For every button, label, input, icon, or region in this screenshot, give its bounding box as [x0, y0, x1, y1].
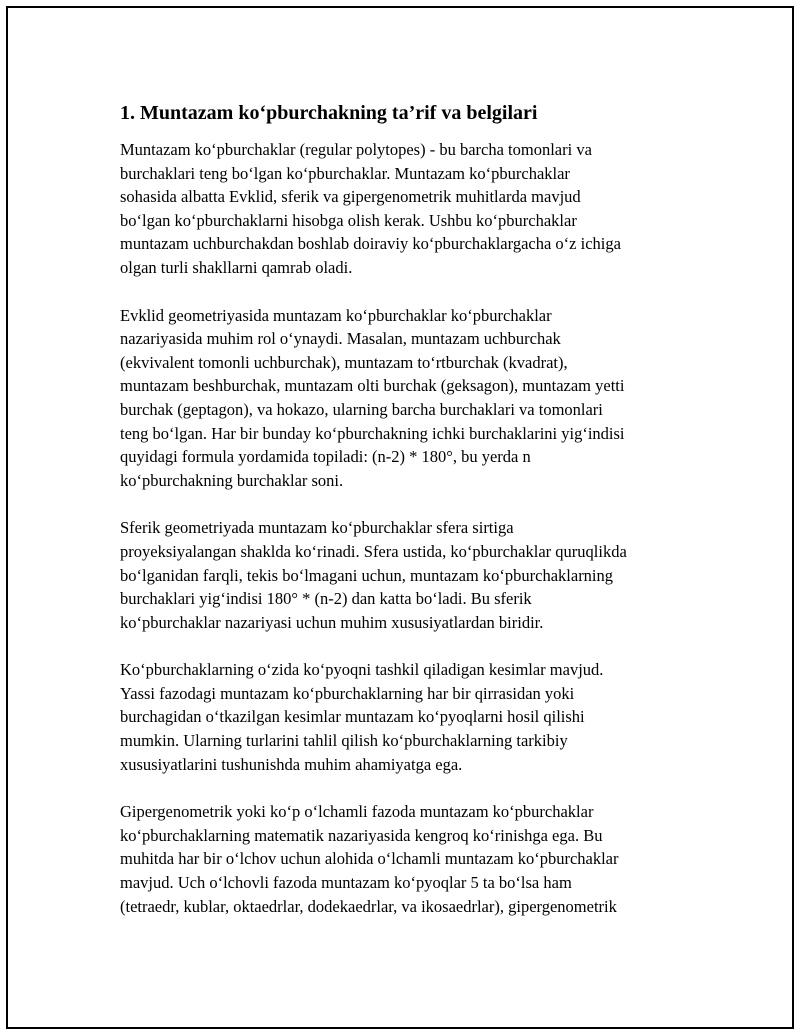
- text-line: bo‘lganidan farqli, tekis bo‘lmagani uchun, muntazam ko‘pburchaklarning: [120, 565, 614, 585]
- text-line: burchagidan o‘tkazilgan kesimlar muntazam ko‘pyoqlarni hosil qilishi: [120, 707, 585, 727]
- text-line: mavjud. Uch o‘lchovli fazoda muntazam ko‘pyoqlar 5 ta bo‘lsa ham: [120, 873, 572, 893]
- text-line: muntazam beshburchak, muntazam olti burchak (geksagon), muntazam yetti: [120, 376, 625, 396]
- text-line: quyidagi formula yordamida topiladi: (n-2) * 180°, bu yerda n: [120, 447, 531, 467]
- text-line: Muntazam ko‘pburchaklar (regular polytopes) - bu barcha tomonlari va: [120, 140, 592, 159]
- text-line: Evklid geometriyasida muntazam ko‘pburchaklar ko‘pburchaklar: [120, 305, 552, 325]
- text-line: Sferik geometriyada muntazam ko‘pburchaklar sfera sirtiga: [120, 518, 514, 538]
- paragraph-euclid: [120, 304, 690, 493]
- text-line: Yassi fazodagi muntazam ko‘pburchaklarning har bir qirrasidan yoki: [120, 683, 575, 703]
- text-line: muhitda har bir o‘lchov uchun alohida o‘lchamli muntazam ko‘pburchaklar: [120, 849, 619, 869]
- paragraph-sections: [120, 658, 690, 776]
- paragraph-intro: [120, 138, 690, 280]
- text-line: sohasida albatta Evklid, sferik va gipergenometrik muhitlarda mavjud: [120, 187, 581, 207]
- text-line: proyeksiyalangan shaklda ko‘rinadi. Sfera ustida, ko‘pburchaklar quruqlikda: [120, 541, 627, 561]
- text-line: ko‘pburchakning burchaklar soni.: [120, 470, 344, 490]
- text-line: (tetraedr, kublar, oktaedrlar, dodekaedrlar, va ikosaedrlar), gipergenometrik: [120, 896, 617, 916]
- document-body: [120, 100, 690, 942]
- text-line: muntazam uchburchakdan boshlab doiraviy ko‘pburchaklargacha o‘z ichiga: [120, 234, 621, 254]
- section-heading: 1. Muntazam ko‘pburchakning ta’rif va belgilari: [120, 102, 538, 124]
- page-frame: [6, 6, 794, 1029]
- text-line: ko‘pburchaklarning matematik nazariyasida kengroq ko‘rinishga ega. Bu: [120, 825, 603, 845]
- text-line: Ko‘pburchaklarning o‘zida ko‘pyoqni tashkil qiladigan kesimlar mavjud.: [120, 660, 604, 680]
- text-line: Gipergenometrik yoki ko‘p o‘lchamli fazoda muntazam ko‘pburchaklar: [120, 802, 594, 822]
- text-line: xususiyatlarini tushunishda muhim ahamiyatga ega.: [120, 754, 463, 774]
- text-line: burchak (geptagon), va hokazo, ularning barcha burchaklari va tomonlari: [120, 399, 603, 419]
- text-line: burchaklari teng bo‘lgan ko‘pburchaklar. Muntazam ko‘pburchaklar: [120, 163, 570, 183]
- text-line: (ekvivalent tomonli uchburchak), muntazam to‘rtburchak (kvadrat),: [120, 352, 568, 372]
- text-line: olgan turli shakllarni qamrab oladi.: [120, 257, 353, 277]
- text-line: teng bo‘lgan. Har bir bunday ko‘pburchakning ichki burchaklarini yig‘indisi: [120, 423, 625, 443]
- text-line: bo‘lgan ko‘pburchaklarni hisobga olish kerak. Ushbu ko‘pburchaklar: [120, 210, 577, 230]
- text-line: ko‘pburchaklar nazariyasi uchun muhim xususiyatlardan biridir.: [120, 612, 544, 632]
- text-line: mumkin. Ularning turlarini tahlil qilish ko‘pburchaklarning tarkibiy: [120, 731, 568, 751]
- paragraph-hyperdimensional: [120, 800, 690, 918]
- text-line: nazariyasida muhim rol o‘ynaydi. Masalan, muntazam uchburchak: [120, 329, 561, 349]
- paragraph-spherical: [120, 516, 690, 634]
- text-line: burchaklari yig‘indisi 180° * (n-2) dan katta bo‘ladi. Bu sferik: [120, 589, 532, 609]
